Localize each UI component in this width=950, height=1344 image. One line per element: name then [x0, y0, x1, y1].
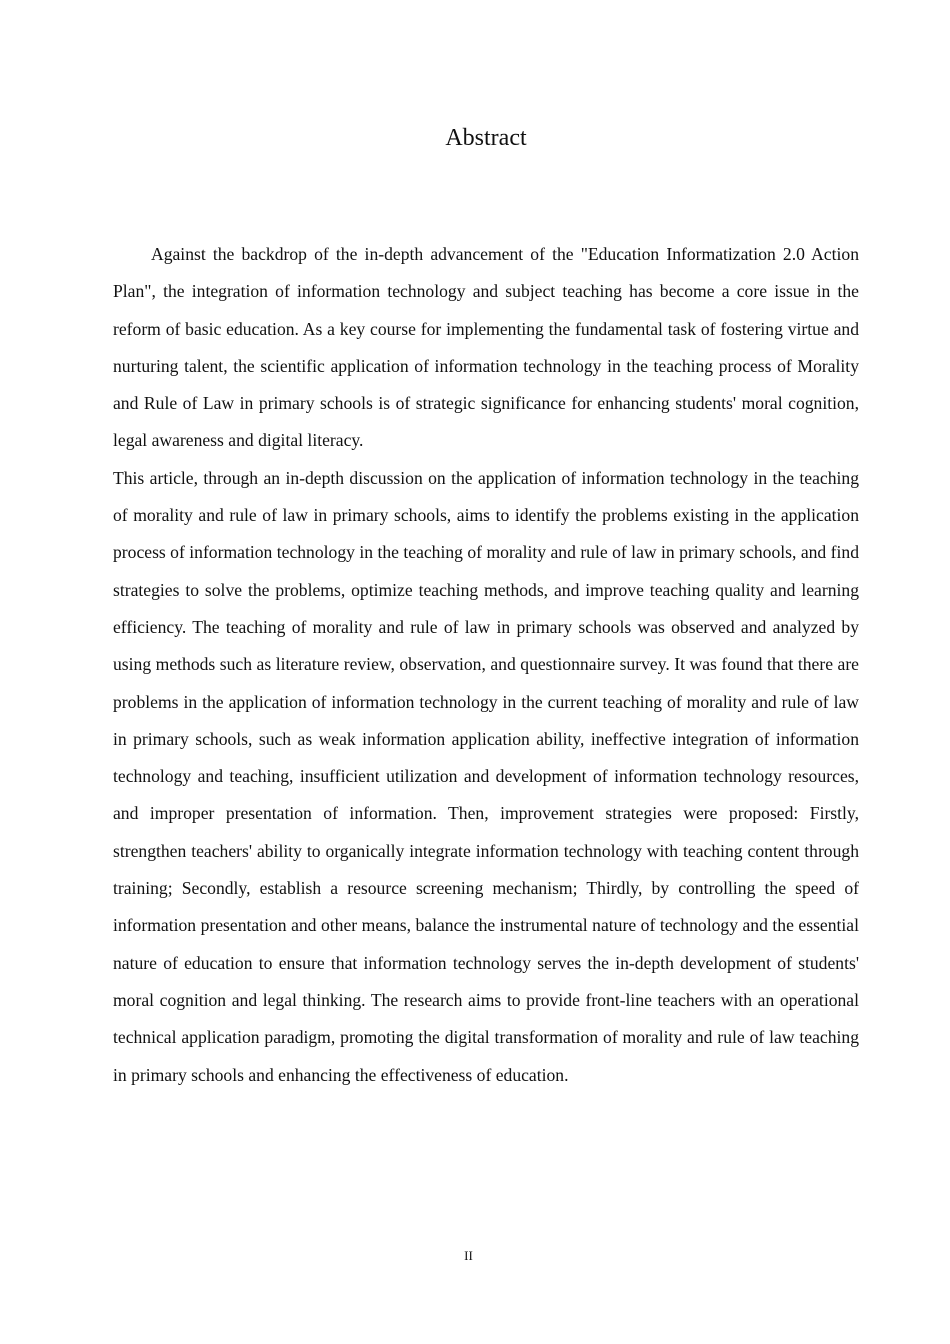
- abstract-body: [113, 236, 859, 1094]
- abstract-title: Abstract: [445, 125, 527, 151]
- abstract-paragraph-1: Against the backdrop of the in-depth advancement of the "Education Informatization 2.0 Action Plan", the integration of information technology and subject teaching has become a core issue in the reform of basic education. As a key course for implementing the fundamental task of fostering virtue and nurturing talent, the scientific application of information technology in the teaching process of Morality and Rule of Law in primary schools is of strategic significance for enhancing students' moral cognition, legal awareness and digital literacy.: [113, 244, 859, 451]
- abstract-paragraph-2: This article, through an in-depth discussion on the application of information technology in the teaching of morality and rule of law in primary schools, aims to identify the problems existing in the application process of information technology in the teaching of morality and rule of law in primary schools, and find strategies to solve the problems, optimize teaching methods, and improve teaching quality and learning efficiency. The teaching of morality and rule of law in primary schools was observed and analyzed by using methods such as literature review, observation, and questionnaire survey. It was found that there are problems in the application of information technology in the current teaching of morality and rule of law in primary schools, such as weak information application ability, ineffective integration of information technology and teaching, insufficient utilization and development of information technology resources, and improper presentation of information. Then, improvement strategies were proposed: Firstly, strengthen teachers' ability to organically integrate information technology with teaching content through training; Secondly, establish a resource screening mechanism; Thirdly, by controlling the speed of information presentation and other means, balance the instrumental nature of technology and the essential nature of education to ensure that information technology serves the in-depth development of students' moral cognition and legal thinking. The research aims to provide front-line teachers with an operational technical application paradigm, promoting the digital transformation of morality and rule of law teaching in primary schools and enhancing the effectiveness of education.: [113, 467, 859, 1085]
- page-number: II: [464, 1248, 473, 1263]
